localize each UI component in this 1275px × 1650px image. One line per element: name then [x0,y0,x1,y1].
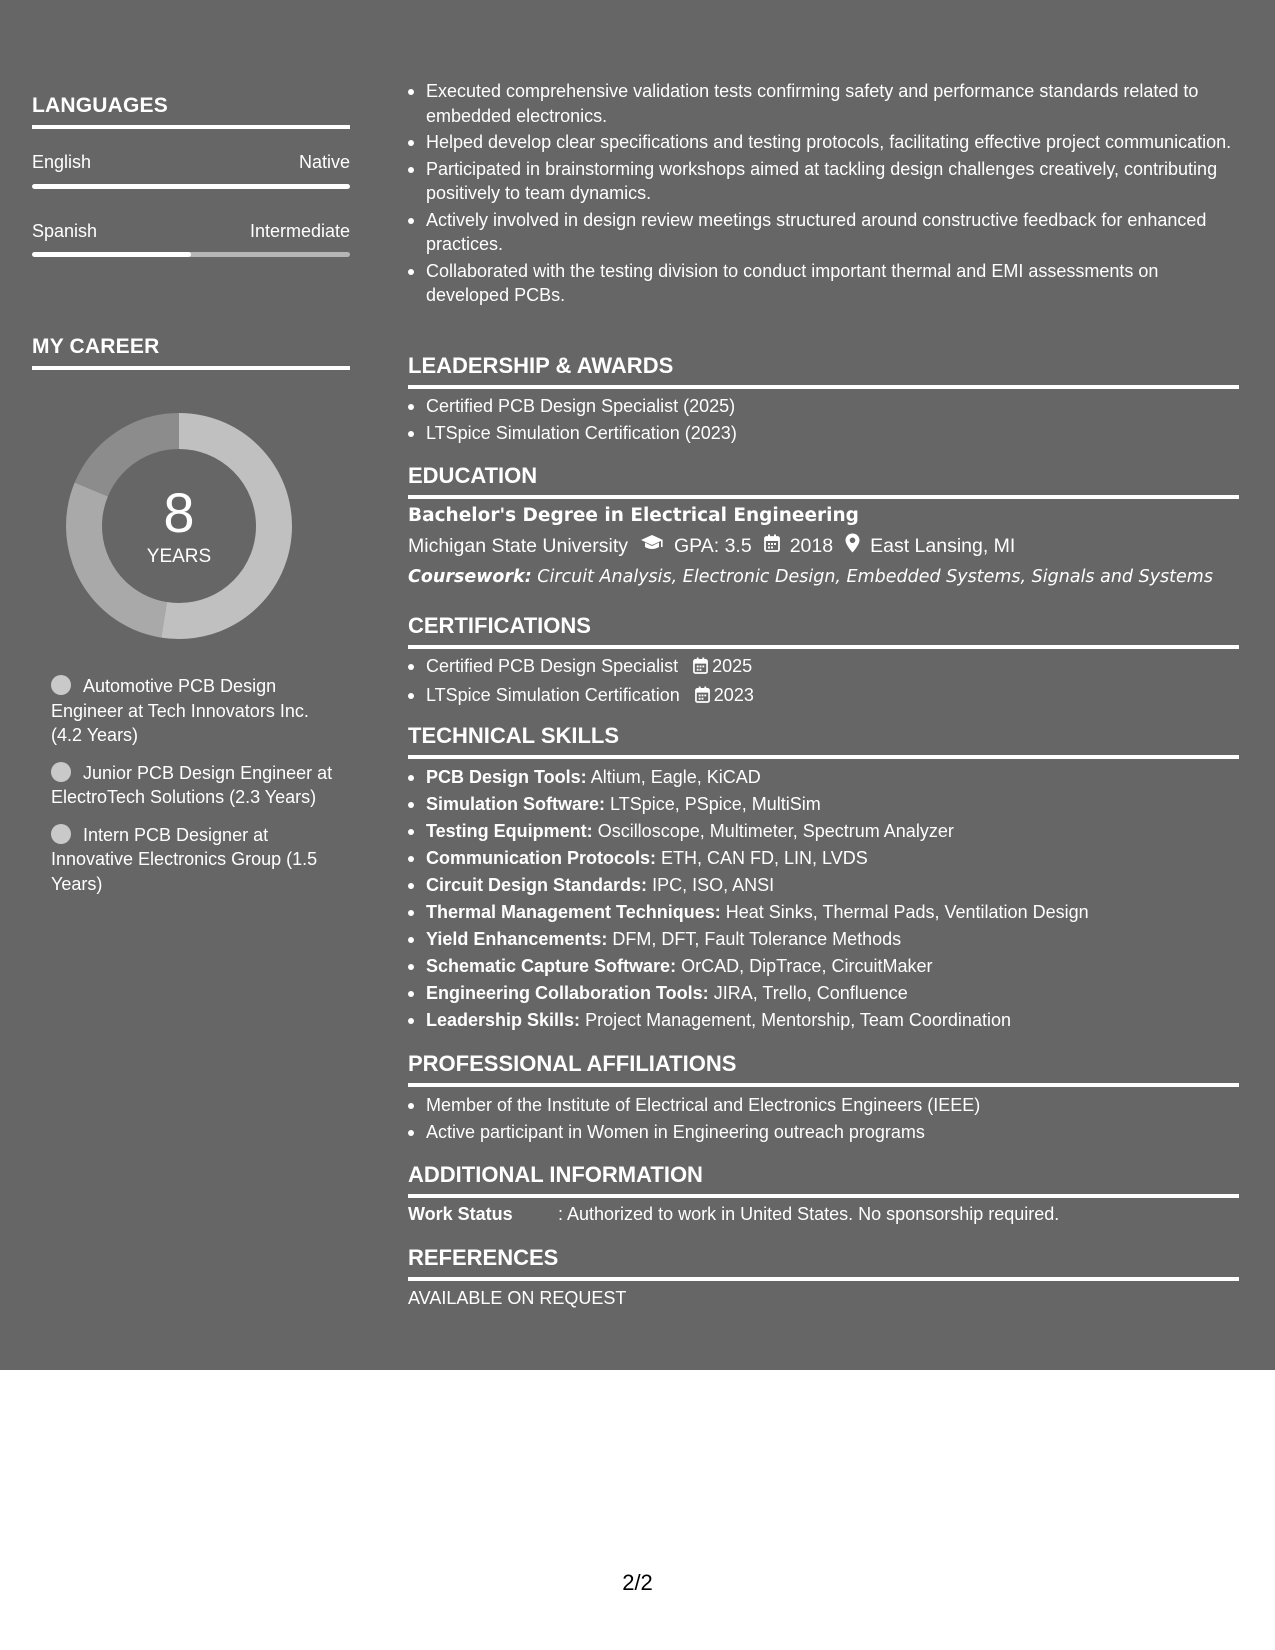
skill-value: Project Management, Mentorship, Team Coordination [585,1010,1011,1030]
career-total [66,413,292,639]
certifications-list [408,654,1239,712]
skill-item [426,900,1239,925]
leadership-item: LTSpice Simulation Certification (2023) [426,421,1239,446]
skills-heading: TECHNICAL SKILLS [408,723,1239,759]
language-name: Spanish [32,221,98,241]
coursework-list: Circuit Analysis, Electronic Design, Embedded Systems, Signals and Systems [537,567,1213,587]
experience-bullet: Executed comprehensive validation tests confirming safety and performance standards related to embedded electronics. [426,79,1239,128]
skill-label: Communication Protocols: [426,848,657,868]
career-total-unit: YEARS [146,546,212,567]
career-legend-item [51,823,341,897]
coursework-label: Coursework: [408,567,532,587]
skill-item [426,1008,1239,1033]
skill-item [426,792,1239,817]
skill-value: DFM, DFT, Fault Tolerance Methods [612,929,902,949]
certification-name: Certified PCB Design Specialist [426,656,679,676]
skill-value: Oscilloscope, Multimeter, Spectrum Analyzer [597,821,954,841]
affiliation-item: Active participant in Women in Engineering outreach programs [426,1120,1239,1145]
education-details [408,533,1239,559]
career-legend [51,674,341,909]
skill-item [426,873,1239,898]
legend-dot-icon [51,762,71,782]
experience-bullet: Participated in brainstorming workshops aimed at tackling design challenges creatively, contributing positively to team dynamics. [426,157,1239,206]
experience-bullet: Helped develop clear specifications and testing protocols, facilitating effective project communication. [426,130,1239,155]
career-legend-label: Automotive PCB Design Engineer at Tech Innovators Inc. (4.2 Years) [51,676,309,745]
education-heading: EDUCATION [408,463,1239,499]
experience-bullet: Actively involved in design review meetings structured around constructive feedback for enhanced practices. [426,208,1239,257]
experience-bullet: Collaborated with the testing division to conduct important thermal and EMI assessments on developed PCBs. [426,259,1239,308]
experience-bullets [408,79,1239,310]
language-row-spanish [32,221,350,242]
skill-item [426,819,1239,844]
career-donut-chart [66,413,292,639]
location-pin-icon [845,533,860,559]
skill-item [426,981,1239,1006]
references-text: AVAILABLE ON REQUEST [408,1288,627,1308]
references-heading: REFERENCES [408,1245,1239,1281]
certification-item [426,683,1239,710]
skill-label: Simulation Software: [426,794,606,814]
career-legend-label: Intern PCB Designer at Innovative Electronics Group (1.5 Years) [51,824,318,894]
skill-value: LTSpice, PSpice, MultiSim [610,794,821,814]
language-bar-english [32,184,350,189]
skill-label: Yield Enhancements: [426,929,608,949]
calendar-icon [693,656,708,681]
graduation-cap-icon [640,534,664,558]
skill-label: Schematic Capture Software: [426,956,677,976]
skill-item [426,927,1239,952]
language-bar-fill [32,252,191,257]
language-level: Intermediate [249,221,350,241]
affiliations-heading: PROFESSIONAL AFFILIATIONS [408,1051,1239,1087]
skill-value: JIRA, Trello, Confluence [713,983,908,1003]
career-legend-item [51,761,341,810]
coursework [408,567,1239,587]
language-row-english [32,152,350,173]
career-heading: MY CAREER [32,335,350,370]
career-legend-label: Junior PCB Design Engineer at ElectroTech Solutions (2.3 Years) [51,762,333,807]
school-name: Michigan State University [408,534,629,557]
language-bar-spanish [32,252,350,257]
legend-dot-icon [51,824,71,844]
certification-name: LTSpice Simulation Certification [426,685,680,705]
career-total-value: 8 [163,481,195,544]
skill-value: Heat Sinks, Thermal Pads, Ventilation Design [725,902,1089,922]
skill-label: Engineering Collaboration Tools: [426,983,709,1003]
certification-year: 2025 [712,656,753,676]
skills-list [408,765,1239,1035]
language-bar-fill [32,184,350,189]
skill-label: PCB Design Tools: [426,767,587,787]
leadership-heading: LEADERSHIP & AWARDS [408,353,1239,389]
education-entry [408,505,1239,587]
page-number: 2/2 [622,1570,653,1595]
additional-info-heading: ADDITIONAL INFORMATION [408,1162,1239,1198]
gpa: GPA: 3.5 [674,534,752,557]
certification-year: 2023 [713,685,754,705]
certification-item [426,654,1239,681]
language-level: Native [298,152,350,172]
language-name: English [32,152,92,172]
skill-label: Circuit Design Standards: [426,875,648,895]
certifications-heading: CERTIFICATIONS [408,613,1239,649]
skill-label: Leadership Skills: [426,1010,581,1030]
leadership-list [408,394,1239,448]
affiliation-item: Member of the Institute of Electrical and Electronics Engineers (IEEE) [426,1093,1239,1118]
career-legend-item [51,674,341,748]
work-status-row [408,1204,1239,1225]
skill-value: IPC, ISO, ANSI [652,875,775,895]
skill-label: Thermal Management Techniques: [426,902,721,922]
skill-item [426,954,1239,979]
leadership-item: Certified PCB Design Specialist (2025) [426,394,1239,419]
work-status-value: : Authorized to work in United States. No sponsorship required. [558,1204,1060,1224]
legend-dot-icon [51,675,71,695]
skill-value: Altium, Eagle, KiCAD [590,767,761,787]
calendar-icon [695,685,710,710]
skill-item [426,765,1239,790]
affiliations-list [408,1093,1239,1147]
school-location: East Lansing, MI [870,534,1016,557]
languages-heading: LANGUAGES [32,94,350,129]
work-status-label: Work Status [408,1204,513,1224]
calendar-icon [764,534,780,558]
skill-label: Testing Equipment: [426,821,593,841]
graduation-year: 2018 [789,534,834,557]
skill-item [426,846,1239,871]
skill-value: ETH, CAN FD, LIN, LVDS [661,848,868,868]
degree-title: Bachelor's Degree in Electrical Engineering [408,505,859,526]
skill-value: OrCAD, DipTrace, CircuitMaker [681,956,933,976]
